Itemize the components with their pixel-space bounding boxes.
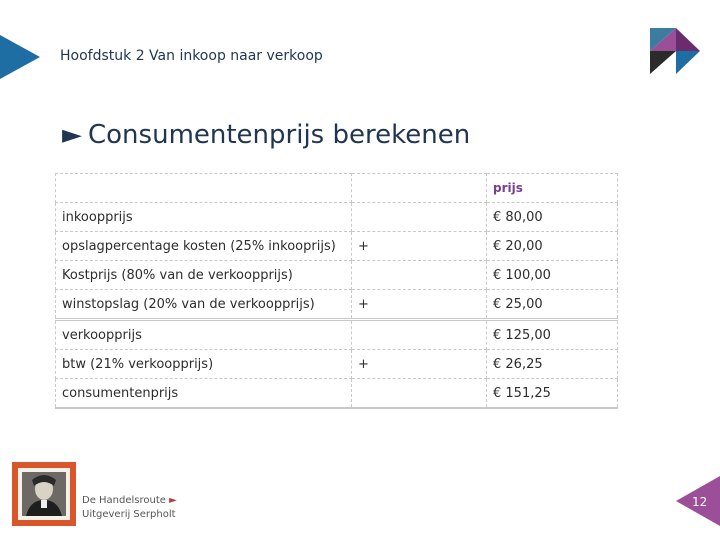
- publisher-line2: Uitgeverij Serpholt: [82, 509, 176, 520]
- row-operator: [352, 379, 487, 409]
- chapter-title: Hoofdstuk 2 Van inkoop naar verkoop: [60, 48, 323, 64]
- row-price: € 26,25: [487, 350, 618, 379]
- table-row: [56, 320, 618, 350]
- row-operator: [352, 320, 487, 350]
- table-header-row: [56, 174, 618, 203]
- page-number: 12: [692, 495, 708, 509]
- row-label: Kostprijs (80% van de verkoopprijs): [56, 261, 352, 290]
- header-operator-cell: [352, 174, 487, 203]
- row-price: € 151,25: [487, 379, 618, 409]
- table-row: [56, 232, 618, 261]
- table-row: [56, 261, 618, 290]
- portrait-logo-icon: [12, 462, 76, 526]
- row-price: € 25,00: [487, 290, 618, 320]
- row-label: inkoopprijs: [56, 203, 352, 232]
- row-operator: +: [352, 350, 487, 379]
- row-label: btw (21% verkoopprijs): [56, 350, 352, 379]
- publisher-arrow-icon: ►: [169, 495, 177, 506]
- table-row: [56, 350, 618, 379]
- header-price-cell: prijs: [487, 174, 618, 203]
- publisher-line1: De Handelsroute: [82, 495, 166, 506]
- slide-title-text: Consumentenprijs berekenen: [88, 120, 471, 150]
- publisher-name: [82, 494, 177, 522]
- geometric-logo-icon: [650, 28, 700, 74]
- table-row: [56, 203, 618, 232]
- table-row: [56, 379, 618, 409]
- row-operator: [352, 203, 487, 232]
- row-price: € 20,00: [487, 232, 618, 261]
- row-label: consumentenprijs: [56, 379, 352, 409]
- blue-triangle-icon: [0, 35, 40, 79]
- row-operator: +: [352, 290, 487, 320]
- row-price: € 80,00: [487, 203, 618, 232]
- row-operator: [352, 261, 487, 290]
- row-price: € 100,00: [487, 261, 618, 290]
- bullet-arrow-icon: ►: [62, 120, 82, 150]
- row-label: verkoopprijs: [56, 320, 352, 350]
- price-table: [55, 173, 618, 409]
- header-label-cell: [56, 174, 352, 203]
- table-row: [56, 290, 618, 320]
- row-operator: +: [352, 232, 487, 261]
- row-label: winstopslag (20% van de verkoopprijs): [56, 290, 352, 320]
- row-price: € 125,00: [487, 320, 618, 350]
- slide-title: [62, 120, 470, 150]
- row-label: opslagpercentage kosten (25% inkooprijs): [56, 232, 352, 261]
